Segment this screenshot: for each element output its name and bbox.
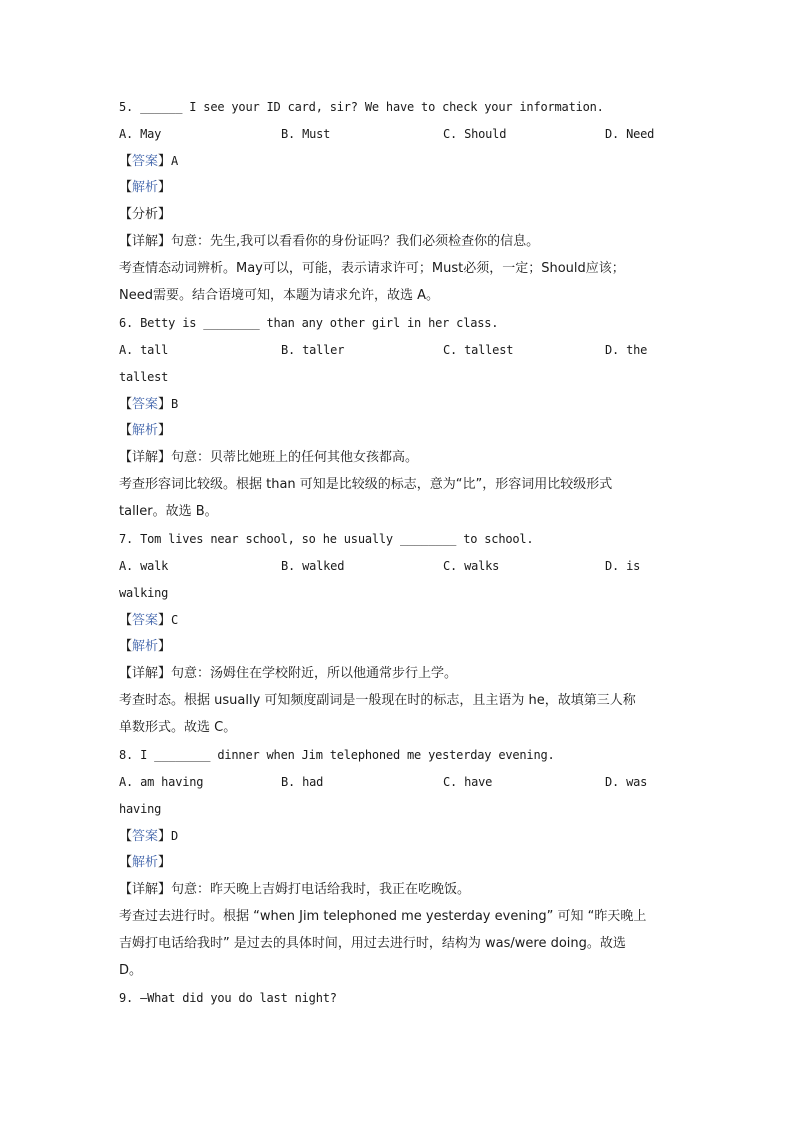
fenxi-line: 【分析】: [119, 207, 172, 222]
answer-value: D: [171, 829, 179, 843]
option-a: A. tall: [119, 343, 169, 357]
option-c: C. tallest: [443, 343, 514, 357]
detail-line: [119, 447, 679, 474]
explanation-line: Need需要。结合语境可知，本题为请求允许，故选 A。: [119, 288, 439, 303]
detail-text: 句意：昨天晚上吉姆打电话给我时，我正在吃晚饭。: [171, 882, 471, 897]
option-b: B. had: [281, 775, 324, 789]
answer-value: C: [171, 613, 179, 627]
analysis-label: 解析: [132, 180, 159, 195]
option-b: B. taller: [281, 343, 345, 357]
detail-text: 句意：汤姆住在学校附近，所以他通常步行上学。: [171, 666, 458, 681]
question-7-options: [119, 555, 679, 582]
detail-prefix: 【详解】: [119, 666, 172, 681]
question-6-stem: 6. Betty is ________ than any other girl in her class.: [119, 316, 499, 330]
option-d: D. the: [605, 343, 648, 357]
question-5-stem: 5. ______ I see your ID card, sir? We have to check your information.: [119, 100, 604, 114]
option-b: B. walked: [281, 559, 345, 573]
question-9-stem: 9. —What did you do last night?: [119, 991, 337, 1005]
option-d-wrap: having: [119, 802, 162, 816]
analysis-line: 【解析】: [119, 180, 172, 195]
detail-prefix: 【详解】: [119, 882, 172, 897]
detail-line: [119, 879, 679, 906]
detail-text: 句意：先生,我可以看看你的身份证吗？我们必须检查你的信息。: [171, 234, 540, 249]
detail-line: [119, 663, 679, 690]
explanation-line: 考查时态。根据 usually 可知频度副词是一般现在时的标志，且主语为 he，故填第三人称: [119, 693, 636, 708]
answer-line: 【答案】C: [119, 613, 179, 628]
question-8-stem: 8. I ________ dinner when Jim telephoned me yesterday evening.: [119, 748, 555, 762]
explanation-line: taller。故选 B。: [119, 504, 218, 519]
option-d: D. Need: [605, 127, 655, 141]
explanation-line: 考查形容词比较级。根据 than 可知是比较级的标志，意为“比”，形容词用比较级形式: [119, 477, 613, 492]
option-a: A. May: [119, 127, 162, 141]
answer-label: 答案: [132, 397, 159, 412]
answer-value: B: [171, 397, 179, 411]
option-b: B. Must: [281, 127, 331, 141]
document-page: [119, 96, 679, 1014]
explanation-line: 单数形式。故选 C。: [119, 720, 237, 735]
explanation-line: 吉姆打电话给我时” 是过去的具体时间，用过去进行时，结构为 was/were doing。故选: [119, 936, 626, 951]
analysis-label: 解析: [132, 855, 159, 870]
option-c: C. have: [443, 775, 493, 789]
option-d: D. was: [605, 775, 648, 789]
analysis-line: 【解析】: [119, 855, 172, 870]
analysis-label: 解析: [132, 639, 159, 654]
detail-prefix: 【详解】: [119, 234, 172, 249]
question-6-options: [119, 339, 679, 366]
option-c: C. walks: [443, 559, 500, 573]
option-a: A. am having: [119, 775, 204, 789]
option-d-wrap: tallest: [119, 370, 169, 384]
answer-label: 答案: [132, 829, 159, 844]
answer-value: A: [171, 154, 179, 168]
question-7-stem: 7. Tom lives near school, so he usually ________ to school.: [119, 532, 534, 546]
detail-text: 句意：贝蒂比她班上的任何其他女孩都高。: [171, 450, 419, 465]
question-8-options: [119, 771, 679, 798]
detail-prefix: 【详解】: [119, 450, 172, 465]
question-5-options: [119, 123, 679, 150]
explanation-line: D。: [119, 963, 143, 978]
answer-label: 答案: [132, 613, 159, 628]
answer-line: 【答案】A: [119, 154, 179, 169]
analysis-line: 【解析】: [119, 639, 172, 654]
analysis-label: 解析: [132, 423, 159, 438]
detail-line: [119, 231, 679, 258]
option-d: D. is: [605, 559, 641, 573]
option-d-wrap: walking: [119, 586, 169, 600]
explanation-line: 考查过去进行时。根据 “when Jim telephoned me yesterday evening” 可知 “昨天晚上: [119, 909, 647, 924]
option-a: A. walk: [119, 559, 169, 573]
explanation-line: 考查情态动词辨析。May可以，可能，表示请求许可；Must必须，一定；Should应该；: [119, 261, 625, 276]
analysis-line: 【解析】: [119, 423, 172, 438]
answer-label: 答案: [132, 154, 159, 169]
answer-line: 【答案】D: [119, 829, 179, 844]
option-c: C. Should: [443, 127, 507, 141]
answer-line: 【答案】B: [119, 397, 179, 412]
